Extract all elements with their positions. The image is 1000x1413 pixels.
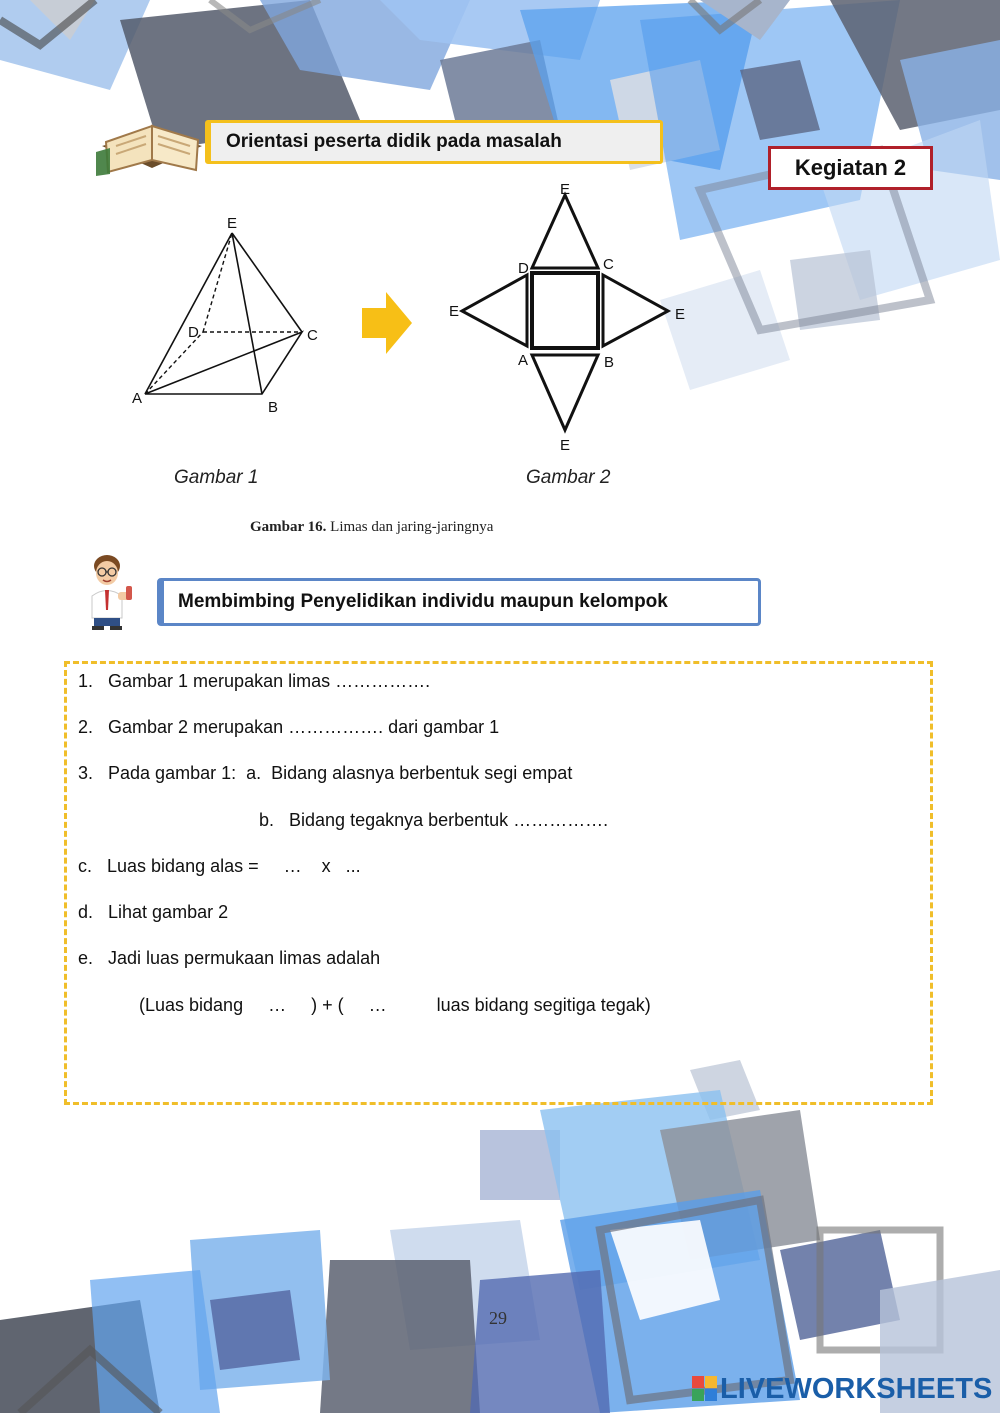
question-3b: b. Bidang tegaknya berbentuk …………….	[259, 810, 609, 830]
net-label-bottom-e: E	[560, 437, 571, 454]
net-triangle-right	[603, 275, 668, 346]
net-square-base	[532, 273, 598, 348]
activity-label: Kegiatan 2	[768, 146, 933, 190]
net-label-left-e: E	[449, 303, 460, 320]
question-3a: 3. Pada gambar 1: a. Bidang alasnya berbentuk segi empat	[78, 763, 573, 783]
figure-caption-1: Gambar 1	[174, 467, 259, 488]
open-book-icon	[96, 112, 208, 178]
pyramid-label-b: B	[268, 399, 279, 416]
teacher-avatar	[84, 552, 148, 632]
liveworksheets-logo-icon	[692, 1376, 718, 1402]
figure-title: Limas dan jaring-jaringnya	[330, 519, 494, 535]
figure-number-caption	[250, 519, 493, 536]
page-number: 29	[489, 1308, 507, 1328]
net-triangle-bottom	[532, 355, 598, 430]
question-1: 1. Gambar 1 merupakan limas …………….	[78, 671, 431, 691]
question-2: 2. Gambar 2 merupakan ……………. dari gambar 1	[78, 717, 500, 737]
pyramid-label-e: E	[227, 215, 238, 232]
figure-caption-2: Gambar 2	[526, 467, 611, 488]
net-label-d: D	[518, 260, 529, 277]
pyramid-base-front	[145, 332, 302, 394]
brand-name: LIVEWORKSHEETS	[720, 1373, 993, 1405]
pyramid-net-figure	[440, 175, 700, 460]
net-label-top-e: E	[560, 181, 571, 198]
arrow-right-icon	[360, 290, 415, 356]
question-d: d. Lihat gambar 2	[78, 902, 229, 922]
net-label-right-e: E	[675, 306, 686, 323]
question-e: e. Jadi luas permukaan limas adalah	[78, 948, 381, 968]
net-label-b: B	[604, 354, 615, 371]
net-triangle-left	[462, 275, 527, 346]
pyramid-label-d: D	[188, 324, 199, 341]
net-triangle-top	[532, 195, 598, 268]
question-formula: (Luas bidang … ) + ( … luas bidang segitiga tegak)	[139, 995, 651, 1015]
pyramid-label-c: C	[307, 327, 318, 344]
pyramid-label-a: A	[132, 390, 143, 407]
figure-number: Gambar 16.	[250, 519, 327, 535]
pyramid-figure	[125, 210, 335, 420]
investigation-banner: Membimbing Penyelidikan individu maupun kelompok	[157, 578, 761, 626]
net-label-a: A	[518, 352, 529, 369]
orientation-banner: Orientasi peserta didik pada masalah	[205, 120, 663, 164]
net-label-c: C	[603, 256, 614, 273]
question-c: c. Luas bidang alas = … x ...	[78, 856, 361, 876]
liveworksheets-brand[interactable]	[692, 1374, 992, 1404]
